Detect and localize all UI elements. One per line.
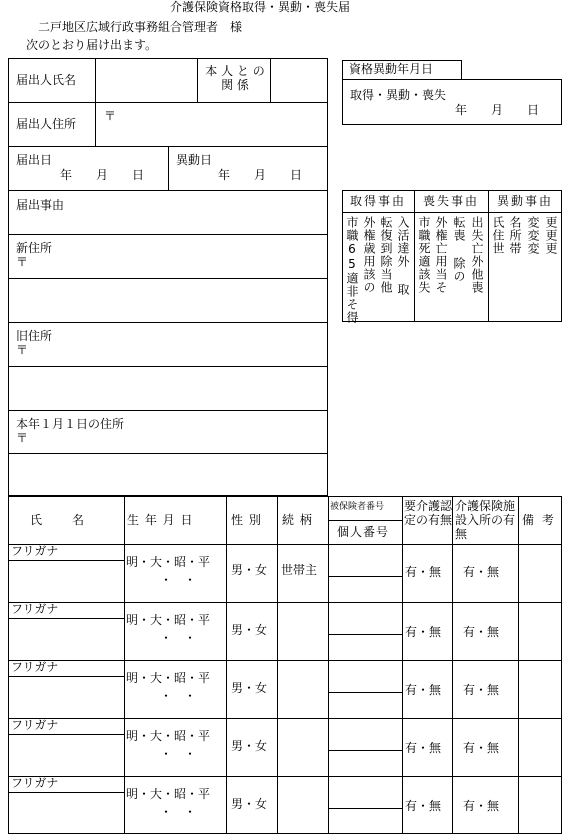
birth-era[interactable]: 明・大・昭・平: [126, 613, 211, 627]
change-date-ymd[interactable]: 年 月 日: [218, 168, 303, 182]
birth-dots: ・ ・: [160, 747, 197, 761]
relation-field[interactable]: [272, 60, 326, 100]
col-notes: 備 考: [522, 513, 556, 527]
furigana-label: フリガナ: [11, 602, 59, 616]
col-care-cert: 要介護認定の有無: [404, 499, 453, 527]
care-cert-choice[interactable]: 有・無: [405, 683, 442, 697]
facility-choice[interactable]: 有・無: [463, 799, 500, 813]
acq-reason-col[interactable]: 市職65適非そ得: [345, 216, 359, 324]
acq-reason-col[interactable]: 転復到除当他: [379, 216, 393, 294]
postal-mark: 〒: [104, 109, 117, 123]
col-sex: 性 別: [231, 513, 262, 527]
birth-era[interactable]: 明・大・昭・平: [126, 555, 211, 569]
loss-reason-col[interactable]: 転喪 除の: [452, 216, 466, 283]
birth-dots: ・ ・: [160, 573, 197, 587]
col-birth: 生 年 月 日: [127, 513, 194, 527]
change-date-label: 異動日: [176, 153, 213, 167]
sex-choice[interactable]: 男・女: [231, 739, 268, 753]
old-address-field[interactable]: [10, 368, 326, 408]
relation-label: 本 人 と の 関 係: [205, 64, 265, 92]
relation-value[interactable]: 世帯主: [281, 563, 318, 577]
loss-reason-col[interactable]: 外権亡用当そ: [434, 216, 448, 294]
facility-choice[interactable]: 有・無: [463, 565, 500, 579]
change-reason-col[interactable]: 変変変: [526, 216, 540, 255]
change-reason-col[interactable]: 氏住世: [491, 216, 505, 255]
new-address-label: 新住所: [16, 241, 53, 255]
birth-era[interactable]: 明・大・昭・平: [126, 787, 211, 801]
table-row: [8, 602, 562, 660]
col-relation: 続 柄: [282, 513, 313, 527]
birth-era[interactable]: 明・大・昭・平: [126, 671, 211, 685]
form-title: 介護保険資格取得・異動・喪失届: [170, 0, 351, 14]
table-row: [8, 544, 562, 602]
jan1-address-label: 本年１月１日の住所: [16, 417, 125, 431]
notify-date-label: 届出日: [16, 153, 53, 167]
facility-choice[interactable]: 有・無: [463, 741, 500, 755]
loss-reason-col[interactable]: 市職死適該失: [417, 216, 431, 294]
furigana-label: フリガナ: [11, 660, 59, 674]
birth-dots: ・ ・: [160, 689, 197, 703]
loss-reason-col[interactable]: 出失亡外他喪: [470, 216, 484, 294]
jan1-postal-mark: 〒: [16, 431, 29, 445]
birth-dots: ・ ・: [160, 805, 197, 819]
new-postal-mark: 〒: [16, 255, 29, 269]
intro-text: 次のとおり届け出ます。: [26, 38, 158, 52]
care-cert-choice[interactable]: 有・無: [405, 565, 442, 579]
facility-choice[interactable]: 有・無: [463, 625, 500, 639]
change-reason-col[interactable]: 名所帯: [508, 216, 522, 255]
change-ym-types[interactable]: 取得・異動・喪失: [350, 88, 447, 102]
table-row: [8, 718, 562, 776]
old-address-label: 旧住所: [16, 329, 53, 343]
applicant-address-field[interactable]: [99, 104, 325, 144]
old-postal-mark: 〒: [16, 343, 29, 357]
care-cert-choice[interactable]: 有・無: [405, 625, 442, 639]
facility-choice[interactable]: 有・無: [463, 683, 500, 697]
acq-reason-header: 取得事由: [349, 194, 406, 208]
acq-reason-col[interactable]: 外権歳用該の: [362, 216, 376, 294]
addressee: 二戸地区広域行政事務組合管理者 様: [38, 20, 243, 34]
table-row: [8, 776, 562, 834]
sex-choice[interactable]: 男・女: [231, 623, 268, 637]
care-cert-choice[interactable]: 有・無: [405, 741, 442, 755]
change-ym-label: 資格異動年月日: [349, 62, 434, 76]
col-personal-no: 個人番号: [337, 525, 390, 539]
applicant-name-label: 届出人氏名: [16, 73, 77, 87]
sex-choice[interactable]: 男・女: [231, 563, 268, 577]
col-name: 氏 名: [30, 513, 87, 527]
change-reason-header: 異動事由: [496, 194, 553, 208]
reason-field[interactable]: [10, 214, 326, 232]
applicant-name-field[interactable]: [99, 60, 195, 100]
notify-date-ymd[interactable]: 年 月 日: [60, 168, 145, 182]
furigana-label: フリガナ: [11, 718, 59, 732]
table-row: [8, 660, 562, 718]
jan1-address-field[interactable]: [10, 455, 326, 495]
sex-choice[interactable]: 男・女: [231, 681, 268, 695]
applicant-address-label: 届出人住所: [16, 117, 77, 131]
acq-reason-col[interactable]: 入活達外 取: [396, 216, 410, 296]
birth-dots: ・ ・: [160, 631, 197, 645]
new-address-field[interactable]: [10, 280, 326, 320]
furigana-label: フリガナ: [11, 776, 59, 790]
col-insured-no: 被保険者番号: [330, 502, 385, 512]
sex-choice[interactable]: 男・女: [231, 797, 268, 811]
furigana-label: フリガナ: [11, 544, 59, 558]
col-facility: 介護保険施設入所の有無: [455, 499, 516, 541]
change-reason-col[interactable]: 更更更: [544, 216, 558, 255]
reason-label: 届出事由: [16, 198, 65, 212]
loss-reason-header: 喪失事由: [422, 194, 479, 208]
birth-era[interactable]: 明・大・昭・平: [126, 729, 211, 743]
change-ym-date[interactable]: 年 月 日: [455, 103, 540, 117]
care-cert-choice[interactable]: 有・無: [405, 799, 442, 813]
